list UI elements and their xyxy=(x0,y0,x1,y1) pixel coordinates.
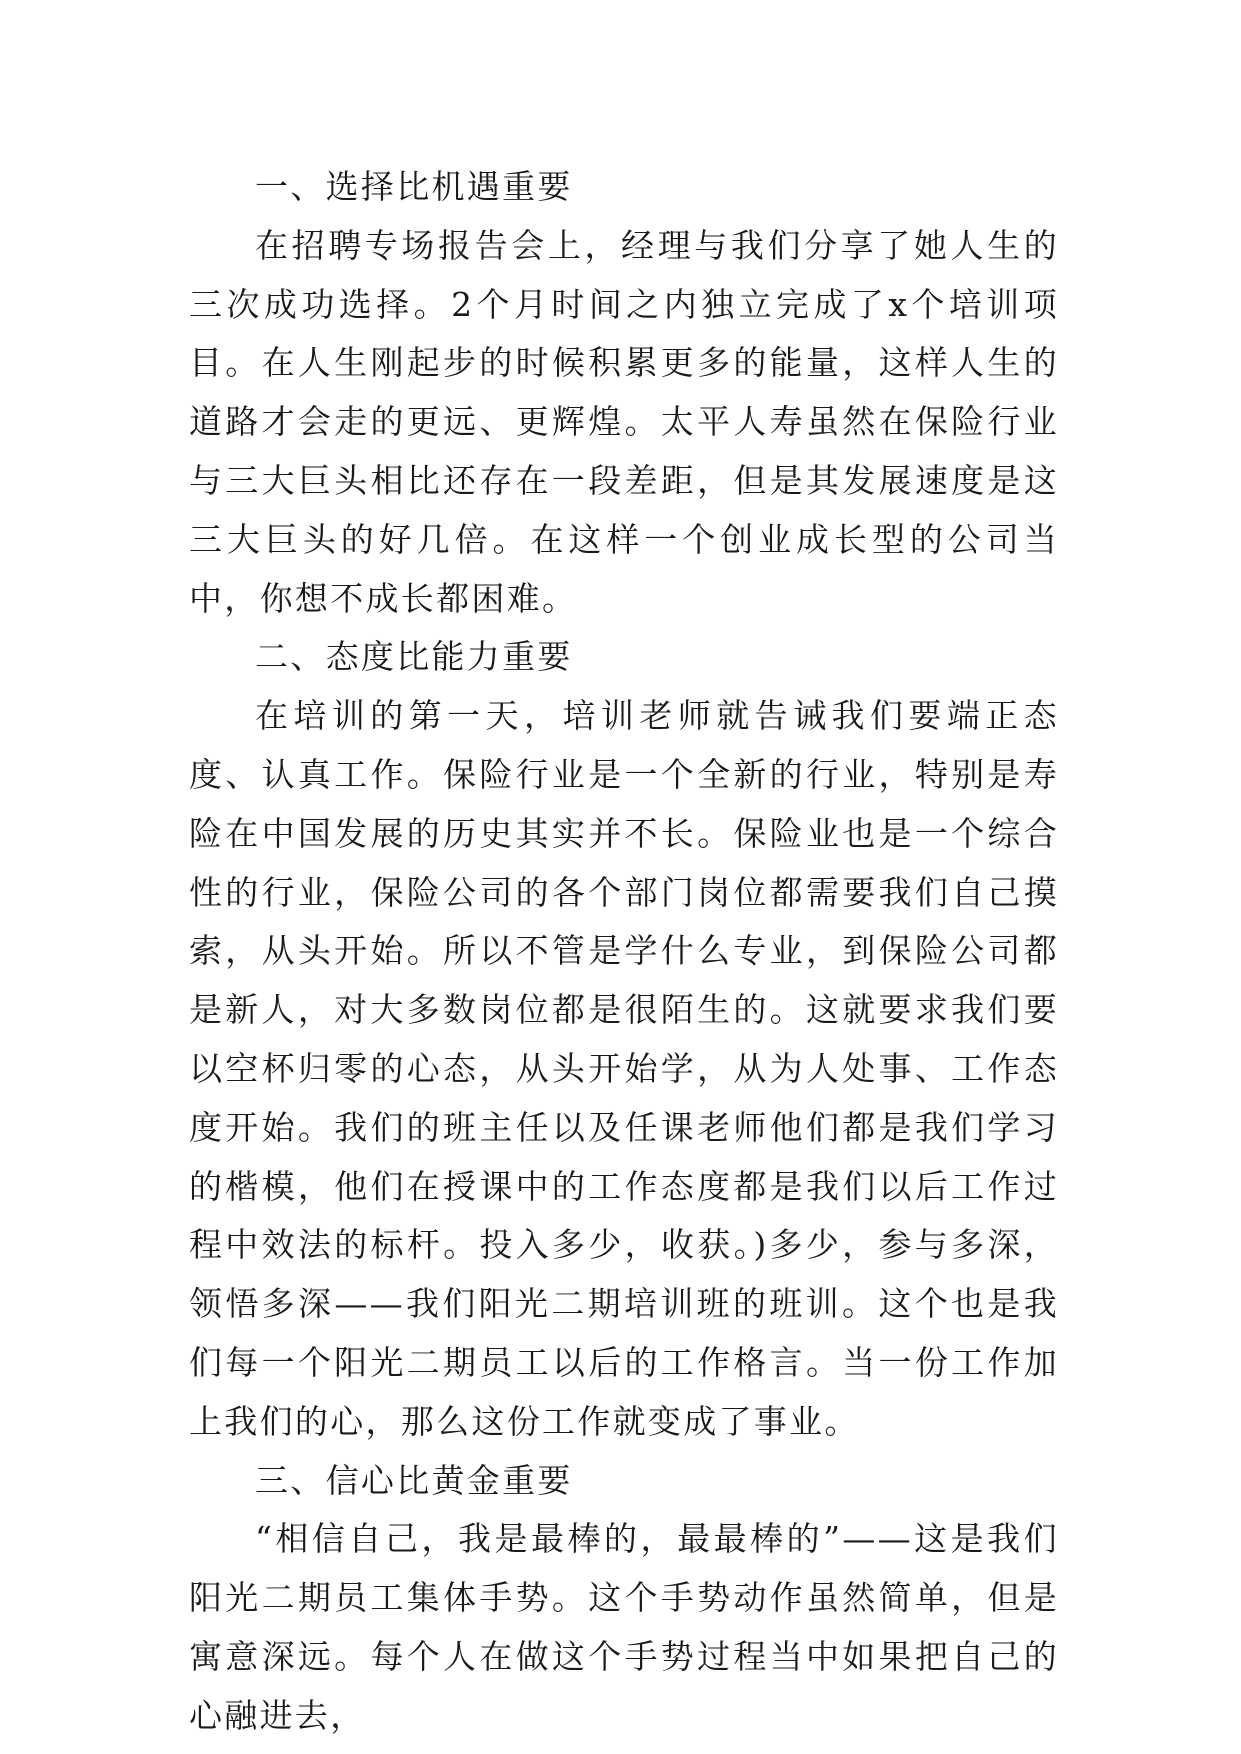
section-heading-3: 三、信心比黄金重要 xyxy=(255,1460,573,1500)
section-2-paragraph: 在培训的第一天，培训老师就告诫我们要端正态度、认真工作。保险行业是一个全新的行业，特别是寿险在中国发展的历史其实并不长。保险业也是一个综合性的行业，保险公司的各个部门岗位都需要我们自己摸索，从头开始。所以不管是学什么专业，到保险公司都是新人，对大多数岗位都是很陌生的。这就要求我们要以空杯归零的心态，从头开始学，从为人处事、工作态度开始。我们的班主任以及任课老师他们都是我们学习的楷模，他们在授课中的工作态度都是我们以后工作过程中效法的标杆。投入多少，收获。)多少，参与多深，领悟多深——我们阳光二期培训班的班训。这个也是我们每一个阳光二期员工以后的工作格言。当一份工作加上我们的心，那么这份工作就变成了事业。 xyxy=(189,696,1059,1441)
document-body xyxy=(189,158,1059,1746)
section-3-paragraph: “相信自己，我是最棒的，最最棒的”——这是我们阳光二期员工集体手势。这个手势动作虽然简单，但是寓意深远。每个人在做这个手势过程当中如果把自己的心融进去， xyxy=(189,1519,1059,1735)
section-1-paragraph: 在招聘专场报告会上，经理与我们分享了她人生的三次成功选择。2个月时间之内独立完成了x个培训项目。在人生刚起步的时候积累更多的能量，这样人生的道路才会走的更远、更辉煌。太平人寿虽然在保险行业与三大巨头相比还存在一段差距，但是其发展速度是这三大巨头的好几倍。在这样一个创业成长型的公司当中，你想不成长都困难。 xyxy=(189,225,1059,618)
section-heading-1: 一、选择比机遇重要 xyxy=(255,167,573,206)
section-heading-2: 二、态度比能力重要 xyxy=(255,637,573,677)
